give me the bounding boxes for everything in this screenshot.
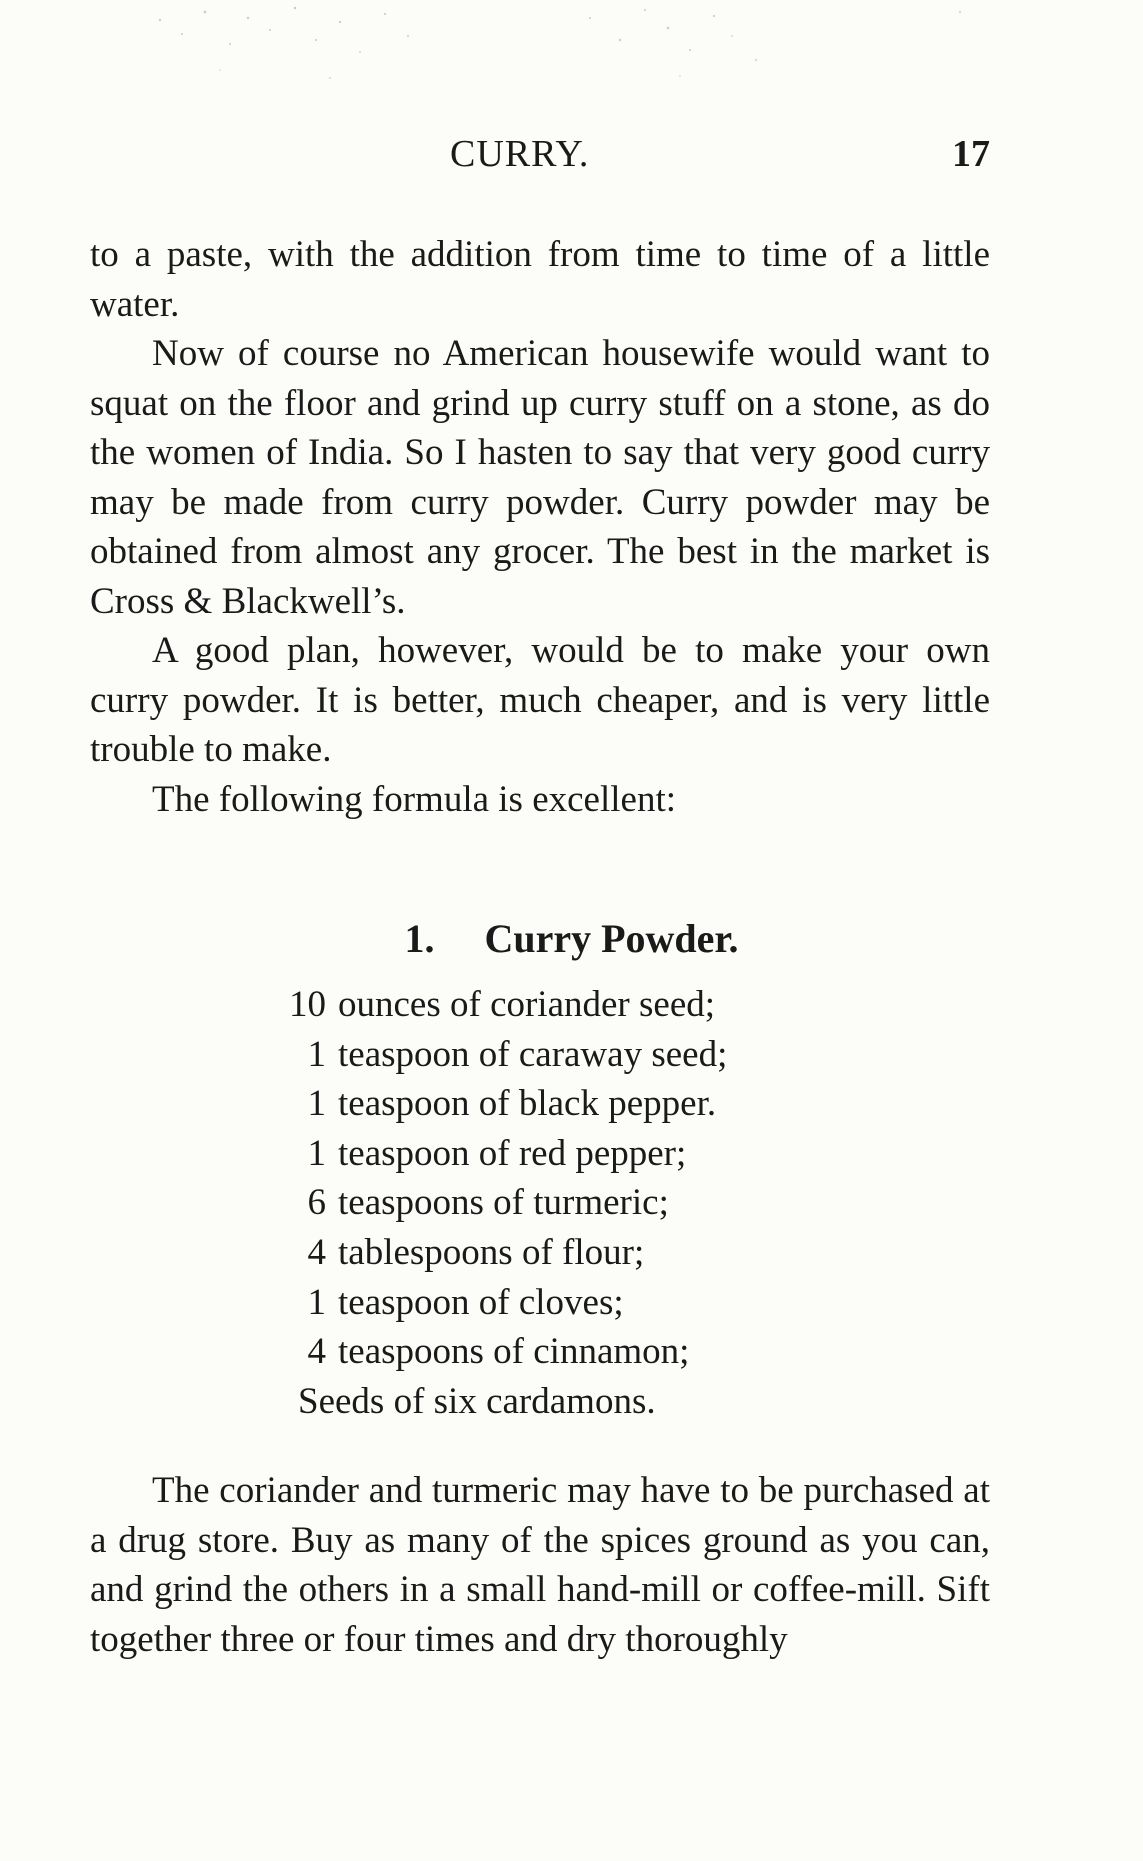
ingredient-text: teaspoon of red pepper; — [338, 1132, 687, 1174]
ingredient-quantity: 1 — [307, 1033, 326, 1075]
recipe-number: 1. — [404, 916, 435, 961]
ingredient-item — [276, 1030, 727, 1080]
ingredient-item — [276, 1228, 727, 1278]
ingredient-quantity: 4 — [307, 1331, 326, 1373]
ingredient-item — [276, 1129, 727, 1179]
page-header — [90, 132, 990, 182]
ingredient-text: teaspoon of cloves; — [338, 1281, 624, 1323]
scan-speckle-decoration — [120, 0, 1020, 110]
ingredient-text: tablespoons of flour; — [338, 1231, 645, 1273]
running-title: CURRY. — [450, 133, 590, 175]
closing-text — [90, 1466, 990, 1664]
ingredient-item — [276, 1377, 727, 1427]
ingredient-text: teaspoon of caraway seed; — [338, 1033, 728, 1075]
ingredient-item — [276, 1327, 727, 1377]
ingredient-quantity: 1 — [307, 1281, 326, 1323]
ingredient-item — [276, 980, 727, 1030]
recipe-title: Curry Powder. — [484, 916, 739, 961]
ingredient-list — [276, 980, 727, 1426]
ingredient-item — [276, 1278, 727, 1328]
ingredient-text: teaspoon of black pepper. — [338, 1083, 717, 1125]
ingredient-quantity: 10 — [289, 984, 326, 1025]
ingredient-item — [276, 1079, 727, 1129]
body-text — [90, 230, 990, 824]
ingredient-quantity: 1 — [307, 1083, 326, 1125]
ingredient-item — [276, 1178, 727, 1228]
recipe-heading — [0, 915, 1143, 962]
ingredient-quantity: 1 — [307, 1132, 326, 1174]
ingredient-quantity: 4 — [307, 1231, 326, 1273]
paragraph: A good plan, however, would be to make your own curry powder. It is better, much cheaper, and is very little trouble to make. — [90, 630, 990, 770]
paragraph: The coriander and turmeric may have to be purchased at a drug store. Buy as many of the spices ground as you can, and grind the others in a small hand-mill or coffee-mill. Sift together three or four times and dry thoroughly — [90, 1470, 990, 1660]
ingredient-quantity: 6 — [307, 1182, 326, 1224]
paragraph: The following formula is excellent: — [152, 778, 677, 820]
page-number: 17 — [952, 133, 990, 175]
paragraph: Now of course no American housewife would want to squat on the floor and grind up curry stuff on a stone, as do the women of India. So I hasten to say that very good curry may be made from curry powder. Curry powder may be obtained from almost any grocer. The best in the market is Cross & Blackwell’s. — [90, 333, 990, 622]
ingredient-text: Seeds of six cardamons. — [298, 1380, 656, 1422]
paragraph: to a paste, with the addition from time to time of a little water. — [90, 234, 990, 325]
ingredient-text: teaspoons of turmeric; — [338, 1182, 669, 1224]
ingredient-text: ounces of coriander seed; — [338, 984, 716, 1025]
ingredient-text: teaspoons of cinnamon; — [338, 1331, 690, 1373]
